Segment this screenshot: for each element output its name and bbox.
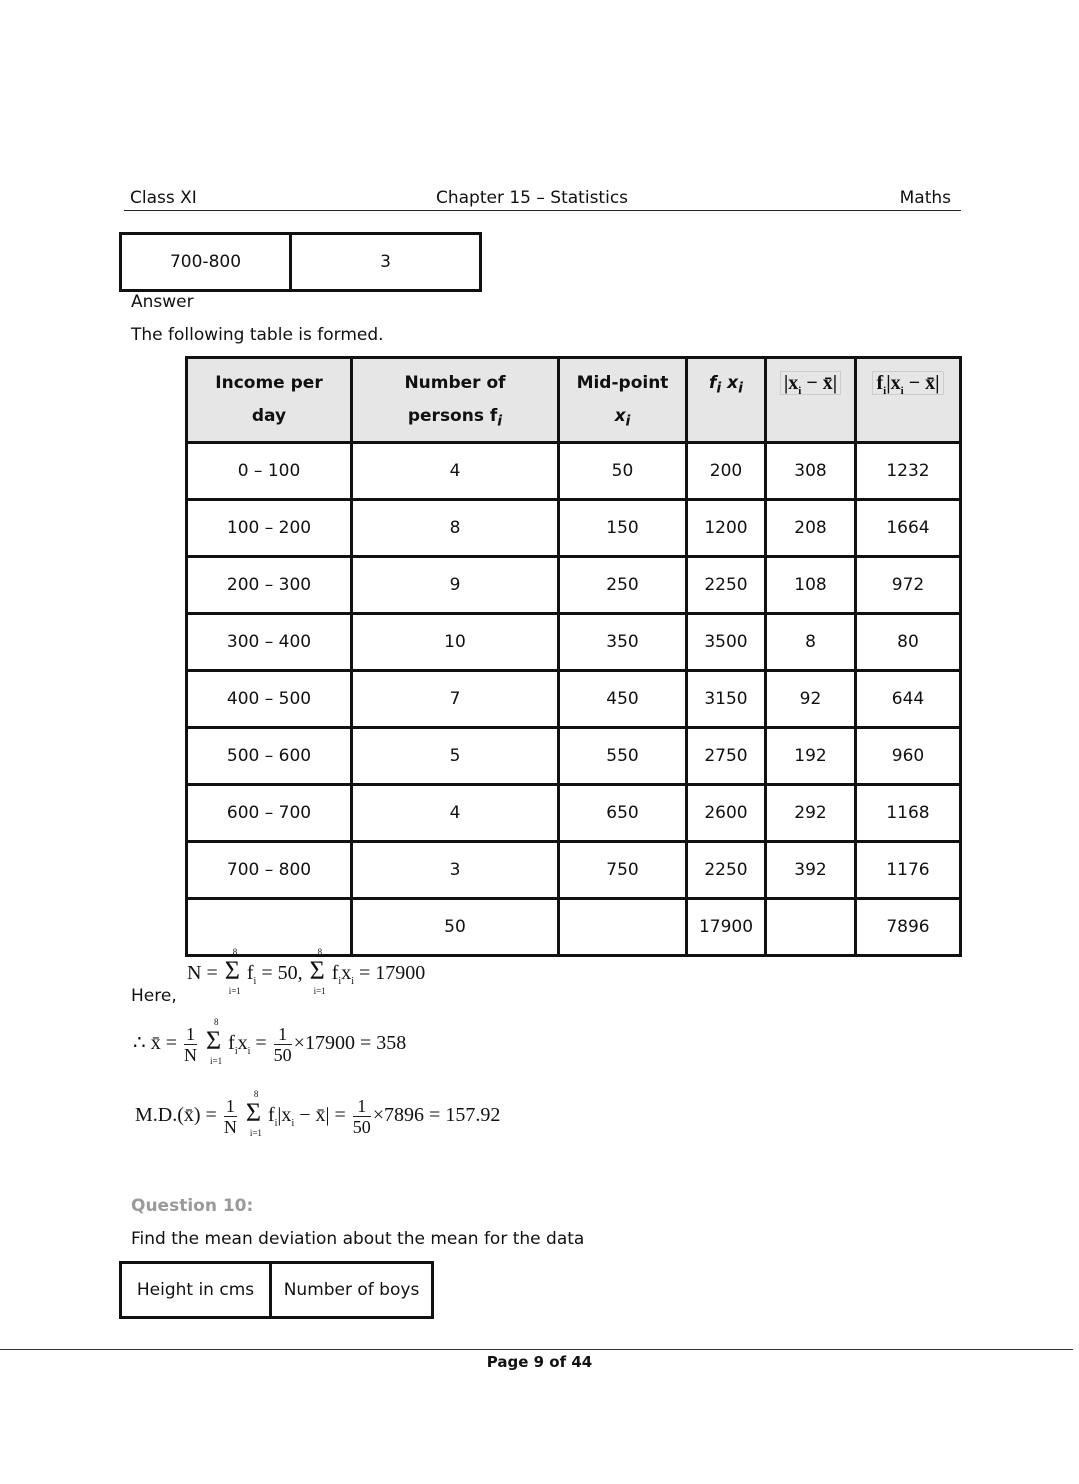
table-cell: 50 <box>559 443 687 500</box>
table-cell: 292 <box>766 785 856 842</box>
table-row <box>187 614 961 671</box>
table-row <box>187 671 961 728</box>
table-cell: 1168 <box>856 785 961 842</box>
table-cell: 650 <box>559 785 687 842</box>
question-table <box>119 1261 434 1319</box>
formula-mean: ∴ x̄ = $\frac{1}{N}$ Σ 8 i=1 $f_ix_i$ = $\frac{1}{50}$ ×17900 = 358 <box>133 1017 407 1067</box>
table-cell <box>766 899 856 956</box>
table-cell: 9 <box>352 557 559 614</box>
table-cell: 550 <box>559 728 687 785</box>
table-cell: 2600 <box>687 785 766 842</box>
table-row <box>187 557 961 614</box>
table-row <box>187 728 961 785</box>
header-fixi: $f_i$ $x_i$ <box>687 358 766 443</box>
table-row <box>187 500 961 557</box>
table-cell: 308 <box>766 443 856 500</box>
table-cell: 300 – 400 <box>187 614 352 671</box>
table-cell: 208 <box>766 500 856 557</box>
table-cell: 7896 <box>856 899 961 956</box>
table-cell: 392 <box>766 842 856 899</box>
table-cell: 1664 <box>856 500 961 557</box>
footer-divider <box>0 1349 1073 1350</box>
table-cell: 2750 <box>687 728 766 785</box>
table-cell: 1200 <box>687 500 766 557</box>
header-f-abs-dev: $f_i|x_i$ − x̄| <box>856 358 961 443</box>
formula-n: N = Σ 8 i=1 $f_i = 50$, Σ 8 i=1 $f_ix_i = 17900$ <box>187 947 426 996</box>
table-cell: 2250 <box>687 842 766 899</box>
table-cell <box>559 899 687 956</box>
table-cell: 972 <box>856 557 961 614</box>
table-cell: 8 <box>352 500 559 557</box>
intro-text: The following table is formed. <box>131 325 384 345</box>
q-col-height: Height in cms <box>121 1263 271 1318</box>
page-number: Page 9 of 44 <box>486 1353 593 1371</box>
table-cell: 1232 <box>856 443 961 500</box>
question-title: Question 10: <box>131 1196 254 1216</box>
header-midpoint: Mid-point $x_i$ <box>559 358 687 443</box>
table-cell: 100 – 200 <box>187 500 352 557</box>
continued-value: 3 <box>291 234 481 291</box>
table-cell: 750 <box>559 842 687 899</box>
header-income: Income per day <box>187 358 352 443</box>
table-cell: 7 <box>352 671 559 728</box>
header-abs-dev: $|x_i$ − x̄| <box>766 358 856 443</box>
answer-label: Answer <box>131 292 194 312</box>
continued-table <box>119 232 482 292</box>
table-row <box>187 899 961 956</box>
table-cell: 10 <box>352 614 559 671</box>
table-cell: 4 <box>352 785 559 842</box>
table-row <box>187 785 961 842</box>
table-cell: 17900 <box>687 899 766 956</box>
table-cell: 3500 <box>687 614 766 671</box>
table-cell: 0 – 100 <box>187 443 352 500</box>
table-cell: 350 <box>559 614 687 671</box>
table-cell: 600 – 700 <box>187 785 352 842</box>
table-cell: 2250 <box>687 557 766 614</box>
table-cell: 3 <box>352 842 559 899</box>
table-cell <box>187 899 352 956</box>
table-row <box>187 842 961 899</box>
table-cell: 192 <box>766 728 856 785</box>
table-cell: 108 <box>766 557 856 614</box>
table-cell: 644 <box>856 671 961 728</box>
question-text: Find the mean deviation about the mean for the data <box>131 1229 585 1249</box>
table-cell: 500 – 600 <box>187 728 352 785</box>
table-row <box>187 443 961 500</box>
table-cell: 200 <box>687 443 766 500</box>
table-cell: 700 – 800 <box>187 842 352 899</box>
here-label: Here, <box>131 986 177 1006</box>
table-header-row <box>187 358 961 443</box>
table-cell: 3150 <box>687 671 766 728</box>
header-chapter: Chapter 15 – Statistics <box>436 188 629 208</box>
table-cell: 200 – 300 <box>187 557 352 614</box>
table-cell: 5 <box>352 728 559 785</box>
header-subject: Maths <box>899 188 951 208</box>
table-cell: 1176 <box>856 842 961 899</box>
formula-md: M.D.(x̄) = $\frac{1}{N}$ Σ 8 i=1 $f_i|x_i$ − x̄| = $\frac{1}{50}$ ×7896 = 157.92 <box>135 1089 501 1139</box>
page-header <box>124 186 961 211</box>
header-persons: Number of persons $f_i$ <box>352 358 559 443</box>
table-cell: 400 – 500 <box>187 671 352 728</box>
table-cell: 250 <box>559 557 687 614</box>
income-table <box>185 356 962 957</box>
table-cell: 80 <box>856 614 961 671</box>
table-cell: 960 <box>856 728 961 785</box>
table-cell: 8 <box>766 614 856 671</box>
table-cell: 92 <box>766 671 856 728</box>
header-class: Class XI <box>130 188 197 208</box>
continued-class: 700-800 <box>121 234 291 291</box>
table-cell: 450 <box>559 671 687 728</box>
table-cell: 150 <box>559 500 687 557</box>
table-cell: 4 <box>352 443 559 500</box>
q-col-boys: Number of boys <box>271 1263 433 1318</box>
table-cell: 50 <box>352 899 559 956</box>
